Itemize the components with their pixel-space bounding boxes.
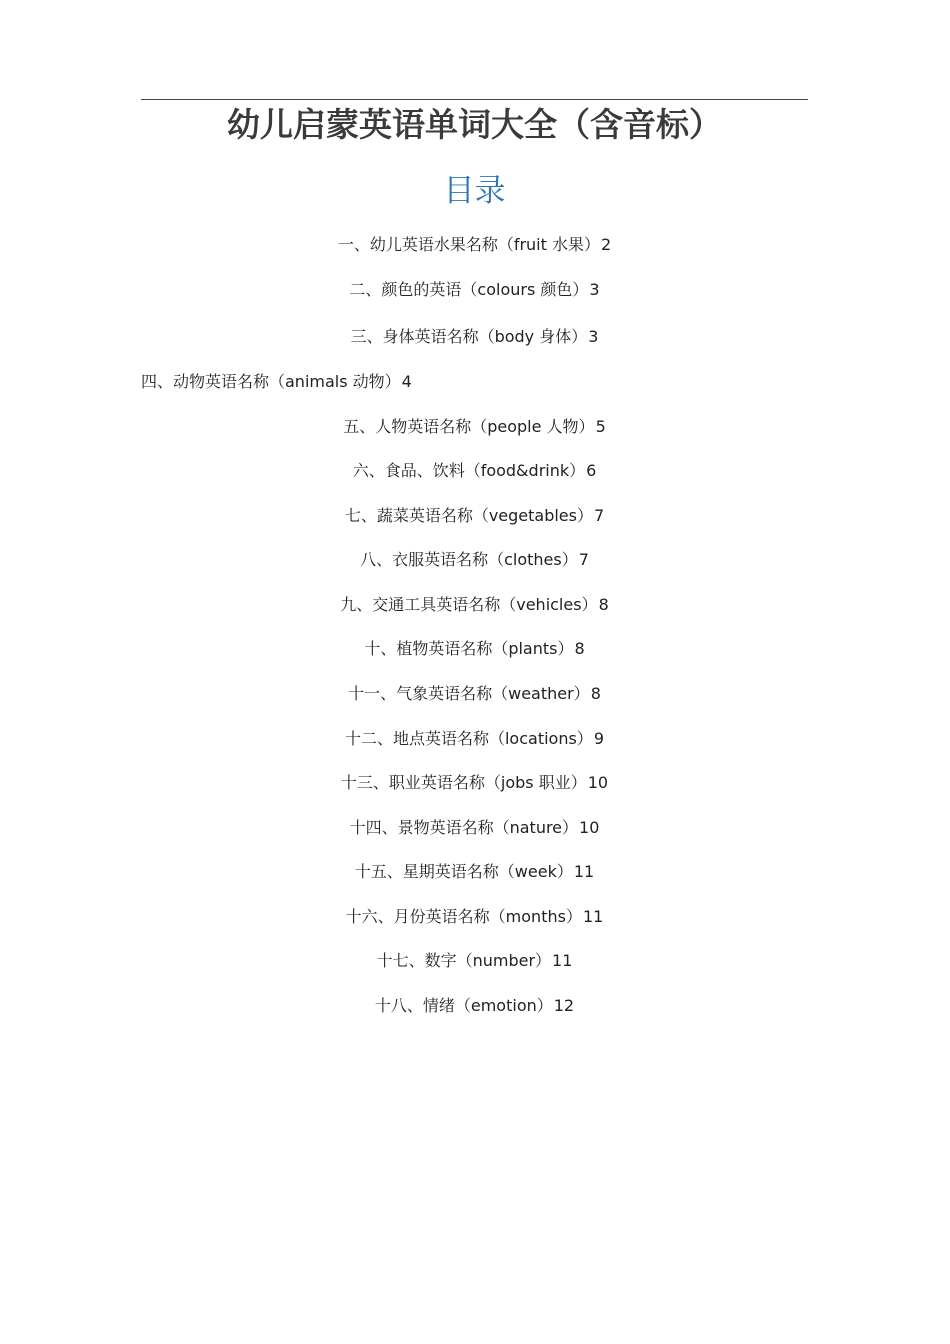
toc-entry-locations[interactable] <box>141 727 808 751</box>
toc-entry-label: 十五、星期英语名称（week） <box>354 862 573 881</box>
toc-entry-page: 9 <box>593 729 604 748</box>
toc-entry-page: 10 <box>579 818 600 837</box>
toc-entry-people[interactable] <box>141 415 808 439</box>
toc-entry-page: 8 <box>574 639 585 658</box>
toc-entry-emotion[interactable] <box>141 994 808 1018</box>
toc-entry-week[interactable] <box>141 860 808 884</box>
toc-entry-label: 六、食品、饮料（food&drink） <box>352 461 586 480</box>
toc-entry-number[interactable] <box>141 949 808 973</box>
toc-entry-jobs[interactable] <box>141 771 808 795</box>
toc-entry-page: 5 <box>595 417 606 436</box>
toc-entry-animals[interactable] <box>141 370 808 394</box>
toc-entry-label: 十二、地点英语名称（locations） <box>344 729 593 748</box>
toc-entry-label: 八、衣服英语名称（clothes） <box>360 550 578 569</box>
toc-entry-label: 七、蔬菜英语名称（vegetables） <box>344 506 593 525</box>
toc-entry-label: 十三、职业英语名称（jobs 职业） <box>340 773 587 792</box>
toc-entry-page: 10 <box>587 773 609 792</box>
toc-entry-colours[interactable] <box>141 278 808 302</box>
toc-entry-page: 8 <box>590 684 601 703</box>
toc-entry-page: 11 <box>573 862 595 881</box>
toc-entry-page: 3 <box>589 280 600 299</box>
toc-entry-label: 十八、情绪（emotion） <box>374 996 553 1015</box>
toc-entry-label: 一、幼儿英语水果名称（fruit 水果） <box>337 235 600 254</box>
toc-entry-food-drink[interactable] <box>141 459 808 483</box>
toc-entry-label: 五、人物英语名称（people 人物） <box>343 417 595 436</box>
toc-entry-page: 11 <box>552 951 573 970</box>
toc-entry-page: 8 <box>598 595 609 614</box>
toc-entry-page: 4 <box>401 372 412 391</box>
toc-entry-body[interactable] <box>141 325 808 349</box>
toc-entry-months[interactable] <box>141 905 808 929</box>
toc-entry-page: 7 <box>594 506 605 525</box>
toc-entry-page: 7 <box>578 550 589 569</box>
toc-heading: 目录 <box>443 173 506 209</box>
toc-entry-label: 十四、景物英语名称（nature） <box>349 818 579 837</box>
toc-entry-label: 十七、数字（number） <box>376 951 552 970</box>
toc-entry-label: 三、身体英语名称（body 身体） <box>350 327 588 346</box>
header-rule <box>141 99 808 100</box>
toc-entry-clothes[interactable] <box>141 548 808 572</box>
document-title: 幼儿启蒙英语单词大全（含音标） <box>227 105 722 144</box>
toc-entry-label: 十一、气象英语名称（weather） <box>348 684 590 703</box>
toc-entry-vegetables[interactable] <box>141 504 808 528</box>
toc-entry-page: 2 <box>600 235 612 254</box>
toc-entry-page: 12 <box>553 996 575 1015</box>
toc-entry-page: 3 <box>588 327 599 346</box>
toc-entry-label: 九、交通工具英语名称（vehicles） <box>340 595 598 614</box>
toc-entry-label: 十、植物英语名称（plants） <box>364 639 574 658</box>
toc-entry-page: 11 <box>582 907 604 926</box>
toc-entry-plants[interactable] <box>141 637 808 661</box>
toc-entry-label: 十六、月份英语名称（months） <box>345 907 582 926</box>
toc-entry-page: 6 <box>586 461 597 480</box>
toc-entry-vehicles[interactable] <box>141 593 808 617</box>
toc-entry-weather[interactable] <box>141 682 808 706</box>
toc-entry-nature[interactable] <box>141 816 808 840</box>
toc-entry-label: 四、动物英语名称（animals 动物） <box>141 372 401 391</box>
toc-entry-fruit[interactable] <box>141 233 808 257</box>
toc-entry-label: 二、颜色的英语（colours 颜色） <box>349 280 589 299</box>
